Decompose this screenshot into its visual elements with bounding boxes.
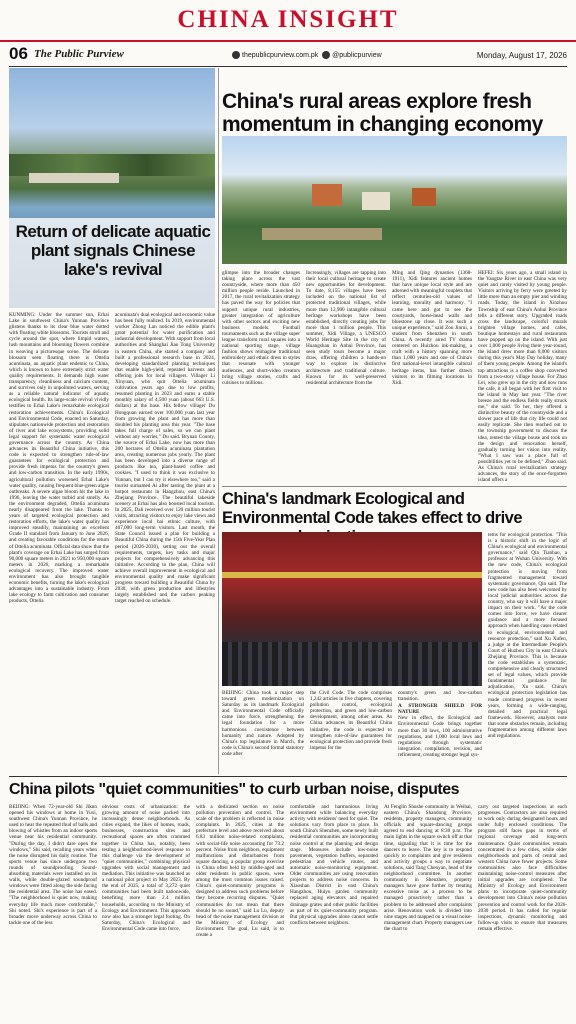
story3-col2: the Civil Code. The code comprises 1,242 articles in five chapters, covering pollution control, ecological protection, and green and low-carbon development, among other areas. As China advances its Beautiful China initiative, the code is expected to strengthen rule-of-law guarantees for ecological protection and provide fresh impetus for the	[310, 690, 392, 751]
issue-date: Monday, August 17, 2026	[476, 51, 567, 60]
section-title: CHINA INSIGHT	[177, 6, 399, 33]
story2-col2: acuminata's dual ecological and economic value has been fully realized. In 2019, environmental worker Zhong Lan noticed the edible plant's great potential for water purification and industrial development. With support from local authorities and Shanghai Jiao Tong University in eastern China, she started a company and built a professional research base in 2024, developing standardized planting techniques that enable high-yield, repeated harvests and offering jobs for local villagers. Villager Li Xinyuan, who quit Ottelia acuminata cultivation years ago due to low profits, resumed planting in 2023 and earns a stable monthly salary of 4,500 yuan (about 663 U.S. dollars) at the base. His fellow villager Du Hongquan earned over 100,000 yuan last year from growing the plant and has more than doubled his planting area this year. "The base takes full charge of sales, so we can plant without any worries," Du said. Bryuan County, the source of Erhai Lake, now has more than 200 hectares of Ottelia acuminata plantation area, creating numerous jobs yearly. The plant has been developed into a diverse range of products like tea, plant-based coffee and cookies. "I used to think it was exclusive to Yunnan, but I can try it elsewhere too," said a tourist surnamed Ai after tasting the plant at a hotpot restaurant in Hangzhou, east China's Zhejiang Province. The beautiful lakeside scenery at Erhai has also boosted local tourism. In 2025, Dali received over 120 million tourist visits, attracting visitors to enjoy lake views and experience local bai ethnic culture, with 407,000 long-term visitors. Last month, the State Council issued a plan for building a Beautiful China during the 15th Five-Year Plan period (2026-2030), setting out the overall requirements, targets, key tasks and major projects for comprehensively advancing this initiative. According to the plan, China will achieve overall improvement in ecological and environmental quality and make significant progress toward building a Beautiful China by 2030, with green production and lifestyles largely established and the carbon peaking target reached on schedule.	[115, 312, 215, 605]
website-line	[232, 51, 382, 59]
field-shape	[262, 228, 382, 240]
story4-col2: obvious costs of urbanization: the growing amount of noise packed into increasingly dense neighborhoods. As cities expand, the likes of homes, roads, businesses, construction sites and recreational spaces are often crammed together in China has, notably, been testing a neighborhood-level response to this challenge via the development of "quiet communities," combining physical upgrades with social management and mediation. This initiative was launched as a national pilot project in May 2023. By the end of 2025, a total of 3,272 quiet communities had been built nationwide, benefiting more than 2.4 million households, according to the Ministry of Ecology and Environment. This approach now also has a stronger legal footing. On Saturday, China's Ecological and Environmental Code came into force,	[102, 804, 190, 932]
story2-headline: Return of delicate aquatic plant signals Chinese lake's revival	[15, 222, 211, 279]
story4-col6: carry out targeted inspections at each progresses. Contractors are also required to work only during designated hours and under fully enclosed conditions. The program still faces gaps in terms of regional coverage and long-term maintenance. Quiet communities remain concentrated in a few cities, while older neighborhoods and parts of central and western China have fewer projects. Some communities also face difficulties maintaining noise-control measures after initial upgrades are completed. The Ministry of Ecology and Environment plans to incorporate quiet-community development into China's noise pollution prevention and control work for the 2026-2030 period. It has called for regular inspections, dynamic monitoring and follow-up visits to ensure that measures remain effective.	[478, 804, 567, 932]
house-shape	[362, 192, 390, 210]
lake-photo	[9, 68, 215, 308]
story3-col1: BEIJING: China took a major step toward green modernization on Saturday as its landmark Ecological and Environmental Code officially came into force, strengthening the legal foundation for a more harmonious coexistence between humanity and nature. Adopted by China's top legislature in March, the code is China's second formal statutory code after	[222, 690, 304, 757]
globe-icon	[232, 51, 240, 59]
page-number: 06	[9, 44, 28, 63]
story4-col5: At Fenglin Shushe community in Weihai, eastern China's Shandong Province, residents, property managers, community officials and square-dancing groups agreed to end dancing at 8:30 p.m. The main lights in the square switch off at that time, signaling that it is time for the dancers to leave. The key is to respond quickly to complaints and give residents and activity groups a way to negotiate solutions, said Tang Chenyan, head of the neighborhood committee. In another community in Shenzhen, property managers have gone further by treating excessive noise as a process to be managed proactively rather than a problem to be addressed after complaints arise. Renovation work is divided into nine stages and mapped on a visual noise-management chart. Property managers use the chart to	[384, 804, 472, 932]
story3-subhead: A STRONGER SHIELD FOR NATURE	[398, 703, 482, 716]
story1-col1: HEFEI: Six years ago, a small island in the Yangtze River in east China was very quiet and rarely visited by young people. Visitors arriving by ferry were greeted by little more than an empty pier and winding roads. Today, the island in Xinzhou Township of east China's Anhui Province tells a different story. Upgraded roads cross the landscape, colorful murals brighten village homes, and cafes, boutique homestays and rural restaurants have popped up on the island. With just over 1,000 people living there year-round, the island drew more than 8,000 visitors during this year's May Day holiday, many of them young people. Among the island's top attractions is a coffee shop converted from a two-story village house. For Zhao Lei, who grew up in the city and now runs the cafe, it all began with her first visit to the island in May last year. "The river breeze and the endless fields really struck me," she said. To her, they offered a distinctive beauty of the countryside and a slower pace of life that city life could not easily replicate. She then reached out to the township government to discuss the idea, rented the village house and took on the design and renovation herself, gradually turning her vision into reality. "What I saw was a place full of possibilities yet to be defined," Zhao said. As China's rural revitalization strategy advances, the story of the once-forgotten island offers a	[478, 270, 567, 482]
section-rule	[9, 776, 567, 777]
village-shape	[29, 173, 119, 183]
conference-photo	[222, 532, 482, 686]
story4-headline: China pilots "quiet communities" to curb urban noise, disputes	[9, 781, 459, 798]
banner-rule	[0, 40, 576, 42]
house-shape	[312, 184, 342, 206]
section-banner	[0, 0, 576, 40]
section-rule	[222, 486, 567, 487]
story3-col3-wrap	[398, 690, 482, 772]
story2-col1: KUNMING: Under the summer sun, Erhai Lake in southwest China's Yunnan Province glistens thanks to its clear blue water dotted with floating white blossoms. Tourists stroll and cycle around the spot, where limpid waters, lush mountains and blooming flowers combine in weaving a picturesque scene. The delicate blossom seen floating there is Ottelia acuminata, an aquatic plant endemic to China, which is known to have extremely strict water quality requirements. It demands high water transparency, cleanliness and calcium content, and survives only in unpolluted waters, serving as a reliable natural indicator of aquatic ecological health. Its large-scale revival vividly testifies to Erhai Lake's remarkable ecological restoration achievements. China's Ecological and Environmental Code, enacted on Saturday, stipulates nationwide protection and restoration of river and lake ecosystems, providing solid legal support for systematic water ecological governance across the country. As China advances its Beautiful China initiative, this code is expected to strengthen rule-of-law guarantees for ecological protection and provide fresh impetus for the country's green and low-carbon transition. In the early 1990s, agricultural pollution worsened Erhai Lake's water quality, causing frequent blue-green algae outbreaks. A severe algae bloom hit the lake in 1996, leaving the water turbid and smelly. As the environment degraded, Ottelia acuminata nearly disappeared from the lake. Thanks to years of targeted ecological protection and restoration efforts, the lake's water quality has improved steadily, maintaining an excellent Grade II standard from January to June 2026, and creating favorable conditions for the return of Ottelia acuminata. Official data show that the plant's coverage on Erhai Lake has surged from 90,000 square meters in 2021 to 950,000 square meters in 2026, marking a remarkable ecological recovery. The improved water environment has also brought tangible economic benefits, turning the lake's ecological advantages into a sustainable industry. From lake ecology to farm cultivation and consumer products, Ottelia	[9, 312, 109, 605]
handle-text[interactable]: @publicpurview	[332, 51, 382, 59]
stage-band	[222, 572, 482, 578]
story1-col2: glimpse into the broader changes taking place across the vast countryside, where more than 450 million people reside. Launched in 2017, the rural revitalization strategy has paved the way for policies that support unique rural industries, greater integration of agriculture with other sectors and exciting new business models. Football tournaments such as the village super league transform rural squares into a national sporting stage, village fashion shows reimagine traditional embroidery and ethnic dress in styles that resonate with younger audiences, and short-video creators bring village stories, crafts and cuisines to millions.	[222, 270, 300, 386]
house-shape	[412, 188, 436, 206]
story3-col4: tems for ecological protection. "This is a historic shift in the logic of China's ecological and environmental governance," said Qin Tianbao, a professor at Wuhan University. With the new code, China's ecological protection is moving from fragmented management toward systematic governance, Qin said. The new code has also been welcomed by local judicial authorities across the country, who say it will have a major impact on their work. "As the code comes into force, we have clearer guidance and a more focused approach when handling cases related to ecological, environmental and resource protection," said Xu Xufen, a judge at the Intermediate People's Court of Huzhou City in east China's Zhejiang Province. This is because the code establishes a systematic, comprehensive and clearly structured set of legal values, which provide fundamental guidance for adjudication, Xu said. China's ecological protection legislation has made continued progress in recent years, forming a wide-ranging, detailed and practical legal framework. However, analysts note that some obstacles remain, including fragmentation among different laws and regulations.	[488, 532, 567, 740]
story1-headline: China's rural areas explore fresh momentum in changing economy	[222, 90, 543, 136]
paper-name: The Public Purview	[34, 48, 124, 60]
audience-shape	[222, 642, 482, 686]
story3-headline: China's landmark Ecological and Environmental Code takes effect to drive	[222, 490, 523, 527]
island-photo	[222, 136, 567, 264]
story4-col1: BEIJING: When 72-year-old Shi Jikun opened his windows at home in Yuxi, southwest China's Yunnan Province, he used to hear the repeated thud of balls and blowing of whistles from an indoor sports venue near his residential community. "During the day, I didn't dare open the windows," Shi said, recalling years when the noise disrupted his daily routine. The sports venue has since undergone two rounds of soundproofing. Sound-absorbing materials were installed on its walls, while double-glazed soundproof windows were fitted along the side facing the residential area. The noise has eased. "The neighborhood is quiet now, making everyday life much more comfortable," Shi noted. Shi's experience is part of a broader move underway across China to tackle one of the less	[9, 804, 97, 926]
header-rule	[9, 66, 567, 67]
story1-col4: Ming and Qing dynasties (1368-1911), Xidi features ancient homes that have unique local style and are adorned with meaningful couplets that reflect centuries-old values of learning, morality and harmony. "I came here and got to see the courtyards, horse-head walls and bluestone up close. It was such a unique experience," said Zou Jinrui, a student from Shenzhen in south China. A recently aired TV drama centered on Huizhou ink-making, a craft with a history spanning more than 1,000 years and one of China's first national-level intangible cultural heritage items, has further drawn visitors to its filming locations in Xidi.	[392, 270, 472, 386]
story1-col3: Increasingly, villages are tapping into their local cultural heritage to create new opportunities for development. To date, 8,155 villages have been included on the national list of protected traditional villages, while more than 12,900 intangible cultural heritage workshops have been established, directly creating jobs for more than 1 million people. This summer, Xidi Village, a UNESCO World Heritage Site in the city of Huangshan in Anhui Province, has seen study tours become a major draw, offering children a hands-on way to explore its distinctive architecture and traditional culture. Known for its well-preserved residential architecture from the	[306, 270, 386, 386]
website-text[interactable]: thepublicpurview.com.pk	[242, 51, 319, 59]
column-divider	[218, 68, 219, 774]
social-icon	[322, 51, 330, 59]
story4-col3: with a dedicated section on noise pollution prevention and control. The scale of the problem is reflected in noise complaints. In 2025, cities at the prefecture level and above received about 6.83 million noise-related complaints, with social-life noise accounting for 73.2 percent. Noise from neighbors, equipment malfunctions and disturbances from square dancing, a popular group exercise in China often held by middle-aged and older residents in public spaces, were among the most common issues raised. China's quiet-community programs is designed to address such problems before they become recurring disputes. "Quiet communities do not mean that there should be no sound," said Lu Lu, deputy head of the noise management division at the Ministry of Ecology and Environment. The goal, Lu said, is to create a	[196, 804, 284, 938]
story4-col4: comfortable and harmonious living environment while balancing everyday activity with residents' need for quiet. The solutions vary from place to place. In south China's Shenzhen, some newly built residential communities are incorporating noise control at the planning and design stage. Measures include low-noise pavements, vegetation buffers, separated pedestrian and vehicle routes, and automatic noise-monitoring equipment. Older communities are using renovation projects to address noise concerns. In Xiaoshan District in east China's Hangzhou, Huiyu garden community replaced aging elevators and repaired drainage grates and other public facilities as part of its quiet-community program. But physical upgrades alone cannot settle conflicts between neighbors.	[290, 804, 378, 926]
story3-col3: country's green and low-carbon transition.	[398, 690, 482, 703]
story3-col3b: New in effect, the Ecological and Environmental Code brings together more than 30 laws, 100 administrative regulations, and 1,000 local laws and regulations through systematic integration, compilation, revision, and refinement, creating stronger legal sys-	[398, 715, 482, 758]
